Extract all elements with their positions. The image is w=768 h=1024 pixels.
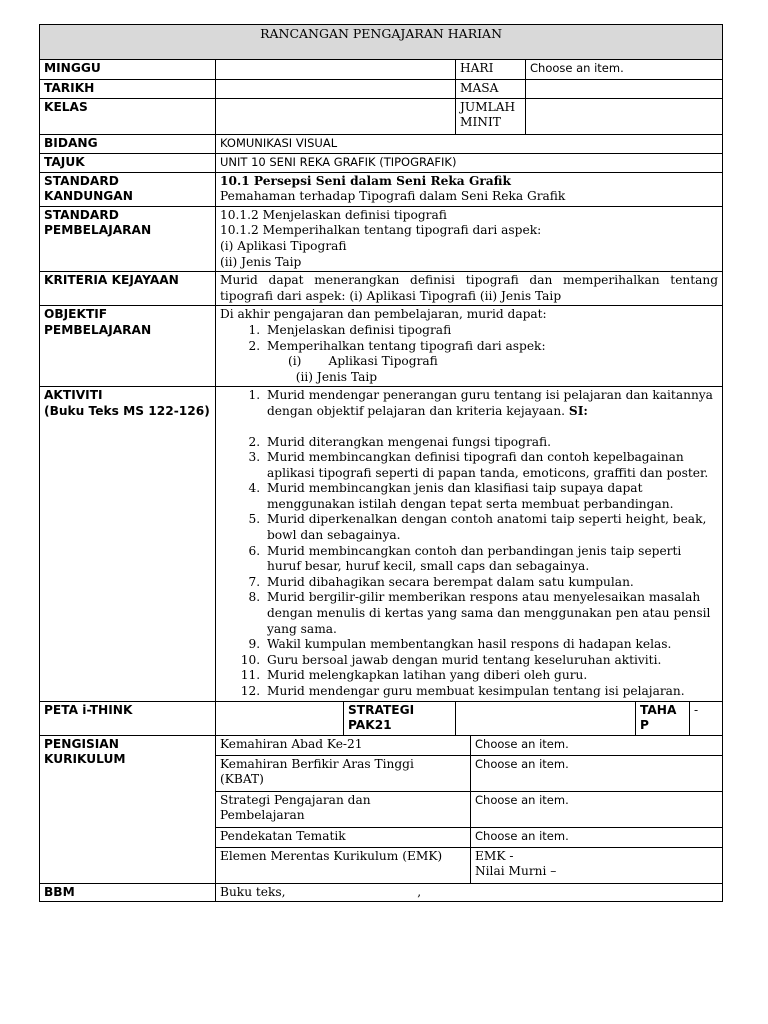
list-item: 5. Murid diperkenalkan dengan contoh anatomi taip seperti height, beak, bowl dan sebagainya.: [264, 512, 718, 543]
label-tahap: TAHA P: [636, 701, 690, 735]
label-standard-kandungan: STANDARD KANDUNGAN: [40, 172, 216, 206]
label-aktiviti: AKTIVITI (Buku Teks MS 122-126): [40, 387, 216, 701]
list-item: 2. Murid diterangkan mengenai fungsi tipografi.: [264, 435, 718, 451]
label-pengisian-kurikulum: PENGISIAN KURIKULUM: [40, 735, 216, 883]
emk-value: EMK - Nilai Murni –: [471, 847, 723, 883]
list-item: 1. Murid mendengar penerangan guru tentang isi pelajaran dan kaitannya dengan objektif pelajaran dan kriteria kejayaan. SI:: [264, 388, 718, 434]
label-minggu: MINGGU: [40, 60, 216, 80]
objektif-intro: Di akhir pengajaran dan pembelajaran, murid dapat:: [220, 307, 547, 322]
lesson-plan-table: [39, 24, 723, 902]
field-masa[interactable]: [526, 80, 723, 99]
label-kelas: KELAS: [40, 98, 216, 134]
label-peta-ithink: PETA i-THINK: [40, 701, 216, 735]
list-item: 10. Guru bersoal jawab dengan murid tentang keseluruhan aktiviti.: [264, 653, 718, 669]
select-kbat[interactable]: Choose an item.: [471, 755, 723, 791]
list-item: 1. Menjelaskan definisi tipografi: [264, 323, 718, 339]
label-tarikh: TARIKH: [40, 80, 216, 99]
page-title: RANCANGAN PENGAJARAN HARIAN: [40, 25, 723, 60]
objektif-value: [216, 306, 723, 387]
label-jumlah-minit: JUMLAH MINIT: [456, 98, 526, 134]
list-item: 2. Memperihalkan tentang tipografi dari aspek:: [264, 339, 718, 355]
standard-kandungan-value: [216, 172, 723, 206]
emk-label: Elemen Merentas Kurikulum (EMK): [216, 847, 471, 883]
select-abad-21[interactable]: Choose an item.: [471, 735, 723, 755]
field-jumlah-minit[interactable]: [526, 98, 723, 134]
label-strategi-pak21: STRATEGI PAK21: [344, 701, 456, 735]
field-tarikh[interactable]: [216, 80, 456, 99]
select-tematik[interactable]: Choose an item.: [471, 827, 723, 847]
list-item: 12. Murid mendengar guru membuat kesimpulan tentang isi pelajaran.: [264, 684, 718, 700]
list-item: 11. Murid melengkapkan latihan yang diberi oleh guru.: [264, 668, 718, 684]
label-bbm: BBM: [40, 883, 216, 902]
list-item: (i) Aplikasi Tipografi: [288, 354, 438, 369]
sp-line: 10.1.2 Menjelaskan definisi tipografi: [220, 207, 447, 222]
label-hari: HARI: [456, 60, 526, 80]
sp-line: (i) Aplikasi Tipografi: [220, 238, 347, 253]
label-objektif: OBJEKTIF PEMBELAJARAN: [40, 306, 216, 387]
field-minggu[interactable]: [216, 60, 456, 80]
tahap-value: -: [690, 701, 723, 735]
objektif-list: [220, 323, 718, 354]
field-kelas[interactable]: [216, 98, 456, 134]
tematik-label: Pendekatan Tematik: [216, 827, 471, 847]
list-item: 4. Murid membincangkan jenis dan klasifiasi taip supaya dapat menggunakan istilah dengan tepat serta membuat perbandingan.: [264, 481, 718, 512]
label-standard-pembelajaran: STANDARD PEMBELAJARAN: [40, 206, 216, 271]
standard-pembelajaran-value: [216, 206, 723, 271]
list-item: 8. Murid bergilir-gilir memberikan respons atau menyelesaikan masalah dengan menulis di kertas yang sama dan menggunakan pen atau pensil yang sama.: [264, 590, 718, 637]
tajuk-value: UNIT 10 SENI REKA GRAFIK (TIPOGRAFIK): [216, 153, 723, 172]
kriteria-value: Murid dapat menerangkan definisi tipografi dan memperihalkan tentang tipografi dari aspek: (i) Aplikasi Tipografi (ii) Jenis Taip: [216, 272, 723, 306]
list-item: 6. Murid membincangkan contoh dan perbandingan jenis taip seperti huruf besar, huruf kecil, small caps dan sebagainya.: [264, 544, 718, 575]
list-item: (ii) Jenis Taip: [288, 369, 378, 384]
abad-21-label: Kemahiran Abad Ke-21: [216, 735, 471, 755]
list-item: 3. Murid membincangkan definisi tipografi dan contoh kepelbagainan aplikasi tipografi seperti di papan tanda, emoticons, graffiti dan poster.: [264, 450, 718, 481]
lesson-plan-sheet: [39, 24, 722, 902]
select-hari[interactable]: Choose an item.: [526, 60, 723, 80]
strategi-pp-label: Strategi Pengajaran dan Pembelajaran: [216, 791, 471, 827]
field-strategi-pak21[interactable]: [456, 701, 636, 735]
aktiviti-list: [220, 388, 718, 699]
list-item: 9. Wakil kumpulan membentangkan hasil respons di hadapan kelas.: [264, 637, 718, 653]
standard-kandungan-title: 10.1 Persepsi Seni dalam Seni Reka Grafik: [220, 173, 511, 188]
select-strategi-pp[interactable]: Choose an item.: [471, 791, 723, 827]
kbat-label: Kemahiran Berfikir Aras Tinggi (KBAT): [216, 755, 471, 791]
list-item: 7. Murid dibahagikan secara berempat dalam satu kumpulan.: [264, 575, 718, 591]
standard-kandungan-desc: Pemahaman terhadap Tipografi dalam Seni Reka Grafik: [220, 189, 566, 204]
objektif-sublist: [220, 354, 718, 385]
field-peta-ithink[interactable]: [216, 701, 344, 735]
sp-line: 10.1.2 Memperihalkan tentang tipografi dari aspek:: [220, 223, 542, 238]
label-masa: MASA: [456, 80, 526, 99]
bbm-value[interactable]: Buku teks, ,: [216, 883, 723, 902]
label-tajuk: TAJUK: [40, 153, 216, 172]
aktiviti-value: [216, 387, 723, 701]
label-kriteria: KRITERIA KEJAYAAN: [40, 272, 216, 306]
sp-line: (ii) Jenis Taip: [220, 254, 302, 269]
bidang-value: KOMUNIKASI VISUAL: [216, 134, 723, 153]
label-bidang: BIDANG: [40, 134, 216, 153]
